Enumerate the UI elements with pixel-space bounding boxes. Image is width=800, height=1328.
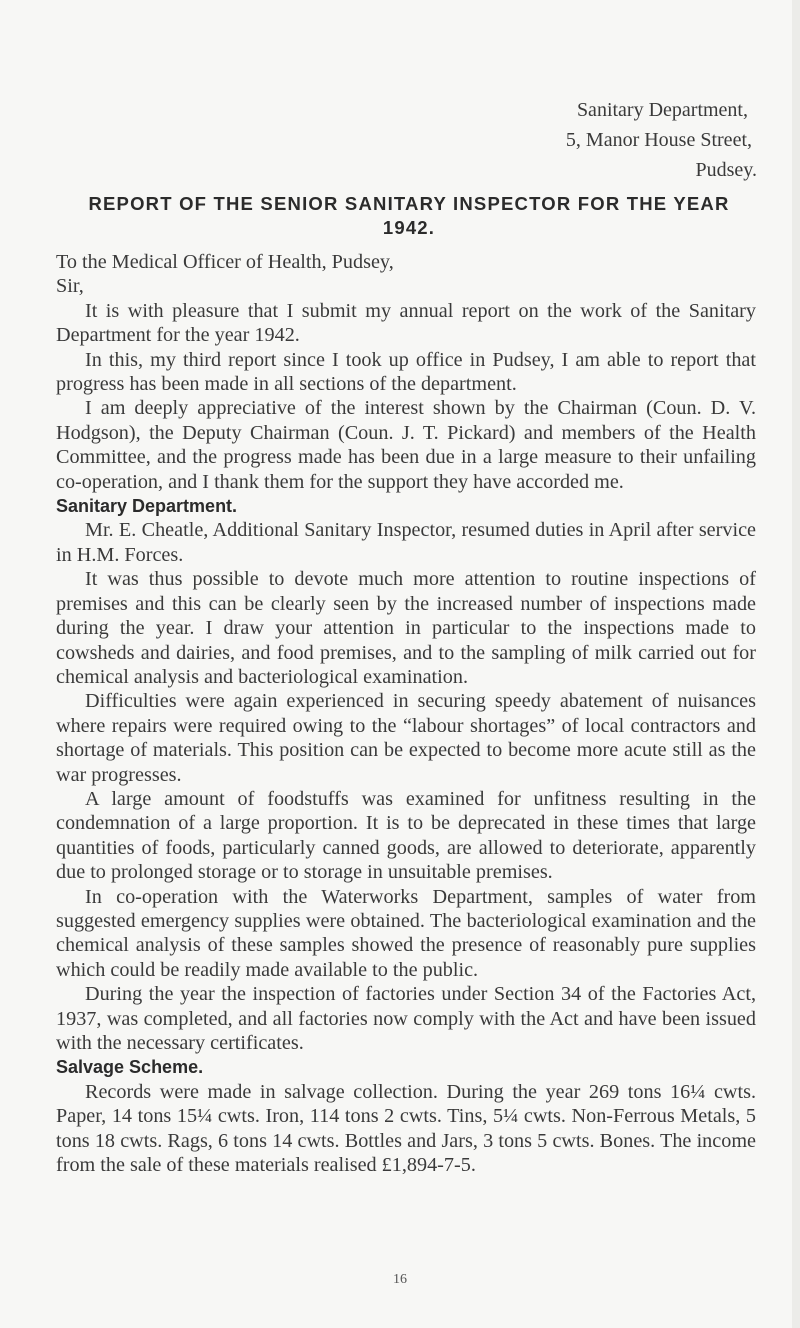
- sanitary-paragraph: In co-operation with the Waterworks Department, samples of water from suggested emergency supplies were obtained. The bacteriological examination and the chemical analysis of these samples showed the presence of reasonably pure supplies which could be readily made available to the public.: [56, 885, 756, 981]
- address-line-1: Sanitary Department,: [576, 99, 748, 121]
- intro-paragraph: It is with pleasure that I submit my annual report on the work of the Sanitary Department for the year 1942.: [56, 299, 756, 347]
- salutation-sir: Sir,: [56, 275, 84, 298]
- page-edge: [792, 0, 800, 1328]
- report-title: REPORT OF THE SENIOR SANITARY INSPECTOR FOR THE YEAR 1942.: [88, 193, 730, 238]
- sanitary-paragraph: Difficulties were again experienced in securing speedy abatement of nuisances where repairs were required owing to the “labour shortages” of local contractors and shortage of materials. This position can be expected to become more acute still as the war progresses.: [56, 690, 756, 786]
- intro-paragraph: In this, my third report since I took up office in Pudsey, I am able to report that progress has been made in all sections of the department.: [56, 348, 756, 396]
- sanitary-paragraph: It was thus possible to devote much more attention to routine inspections of premises and this can be clearly seen by the increased number of inspections made during the year. I draw your attention in particular to the inspections made to cowsheds and dairies, and food premises, and to the sampling of milk carried out for chemical analysis and bacteriological examination.: [56, 568, 756, 688]
- sanitary-paragraph: During the year the inspection of factories under Section 34 of the Factories Act, 1937, was completed, and all factories now comply with the Act and have been issued with the necessary certificates.: [56, 983, 756, 1054]
- salvage-paragraph: Records were made in salvage collection. During the year 269 tons 16¼ cwts. Paper, 14 tons 15¼ cwts. Iron, 114 tons 2 cwts. Tins, 5¼ cwts. Non-Ferrous Metals, 5 tons 18 cwts. Rags, 6 tons 14 cwts. Bottles and Jars, 3 tons 5 cwts. Bones. The income from the sale of these materials realised £1,894-7-5.: [56, 1080, 756, 1177]
- report-body: [56, 250, 756, 1177]
- salvage-scheme-heading: Salvage Scheme.: [56, 1057, 204, 1078]
- page-number: 16: [393, 1272, 407, 1287]
- intro-paragraph: I am deeply appreciative of the interest shown by the Chairman (Coun. D. V. Hodgson), the Deputy Chairman (Coun. J. T. Pickard) and members of the Health Committee, and the progress made has been due in a large measure to their unfailing co-operation, and I thank them for the support they have accorded me.: [56, 397, 756, 493]
- sanitary-paragraph: Mr. E. Cheatle, Additional Sanitary Inspector, resumed duties in April after service in H.M. Forces.: [56, 519, 756, 566]
- sanitary-paragraph: A large amount of foodstuffs was examined for unfitness resulting in the condemnation of a large proportion. It is to be deprecated in these times that large quantities of foods, particularly canned goods, are allowed to deteriorate, apparently due to prolonged storage or to storage in unsuitable premises.: [56, 787, 756, 884]
- salutation-to: To the Medical Officer of Health, Pudsey,: [56, 251, 394, 273]
- address-line-2: 5, Manor House Street,: [565, 129, 752, 151]
- address-line-3: Pudsey.: [695, 159, 757, 181]
- sanitary-department-heading: Sanitary Department.: [56, 496, 238, 517]
